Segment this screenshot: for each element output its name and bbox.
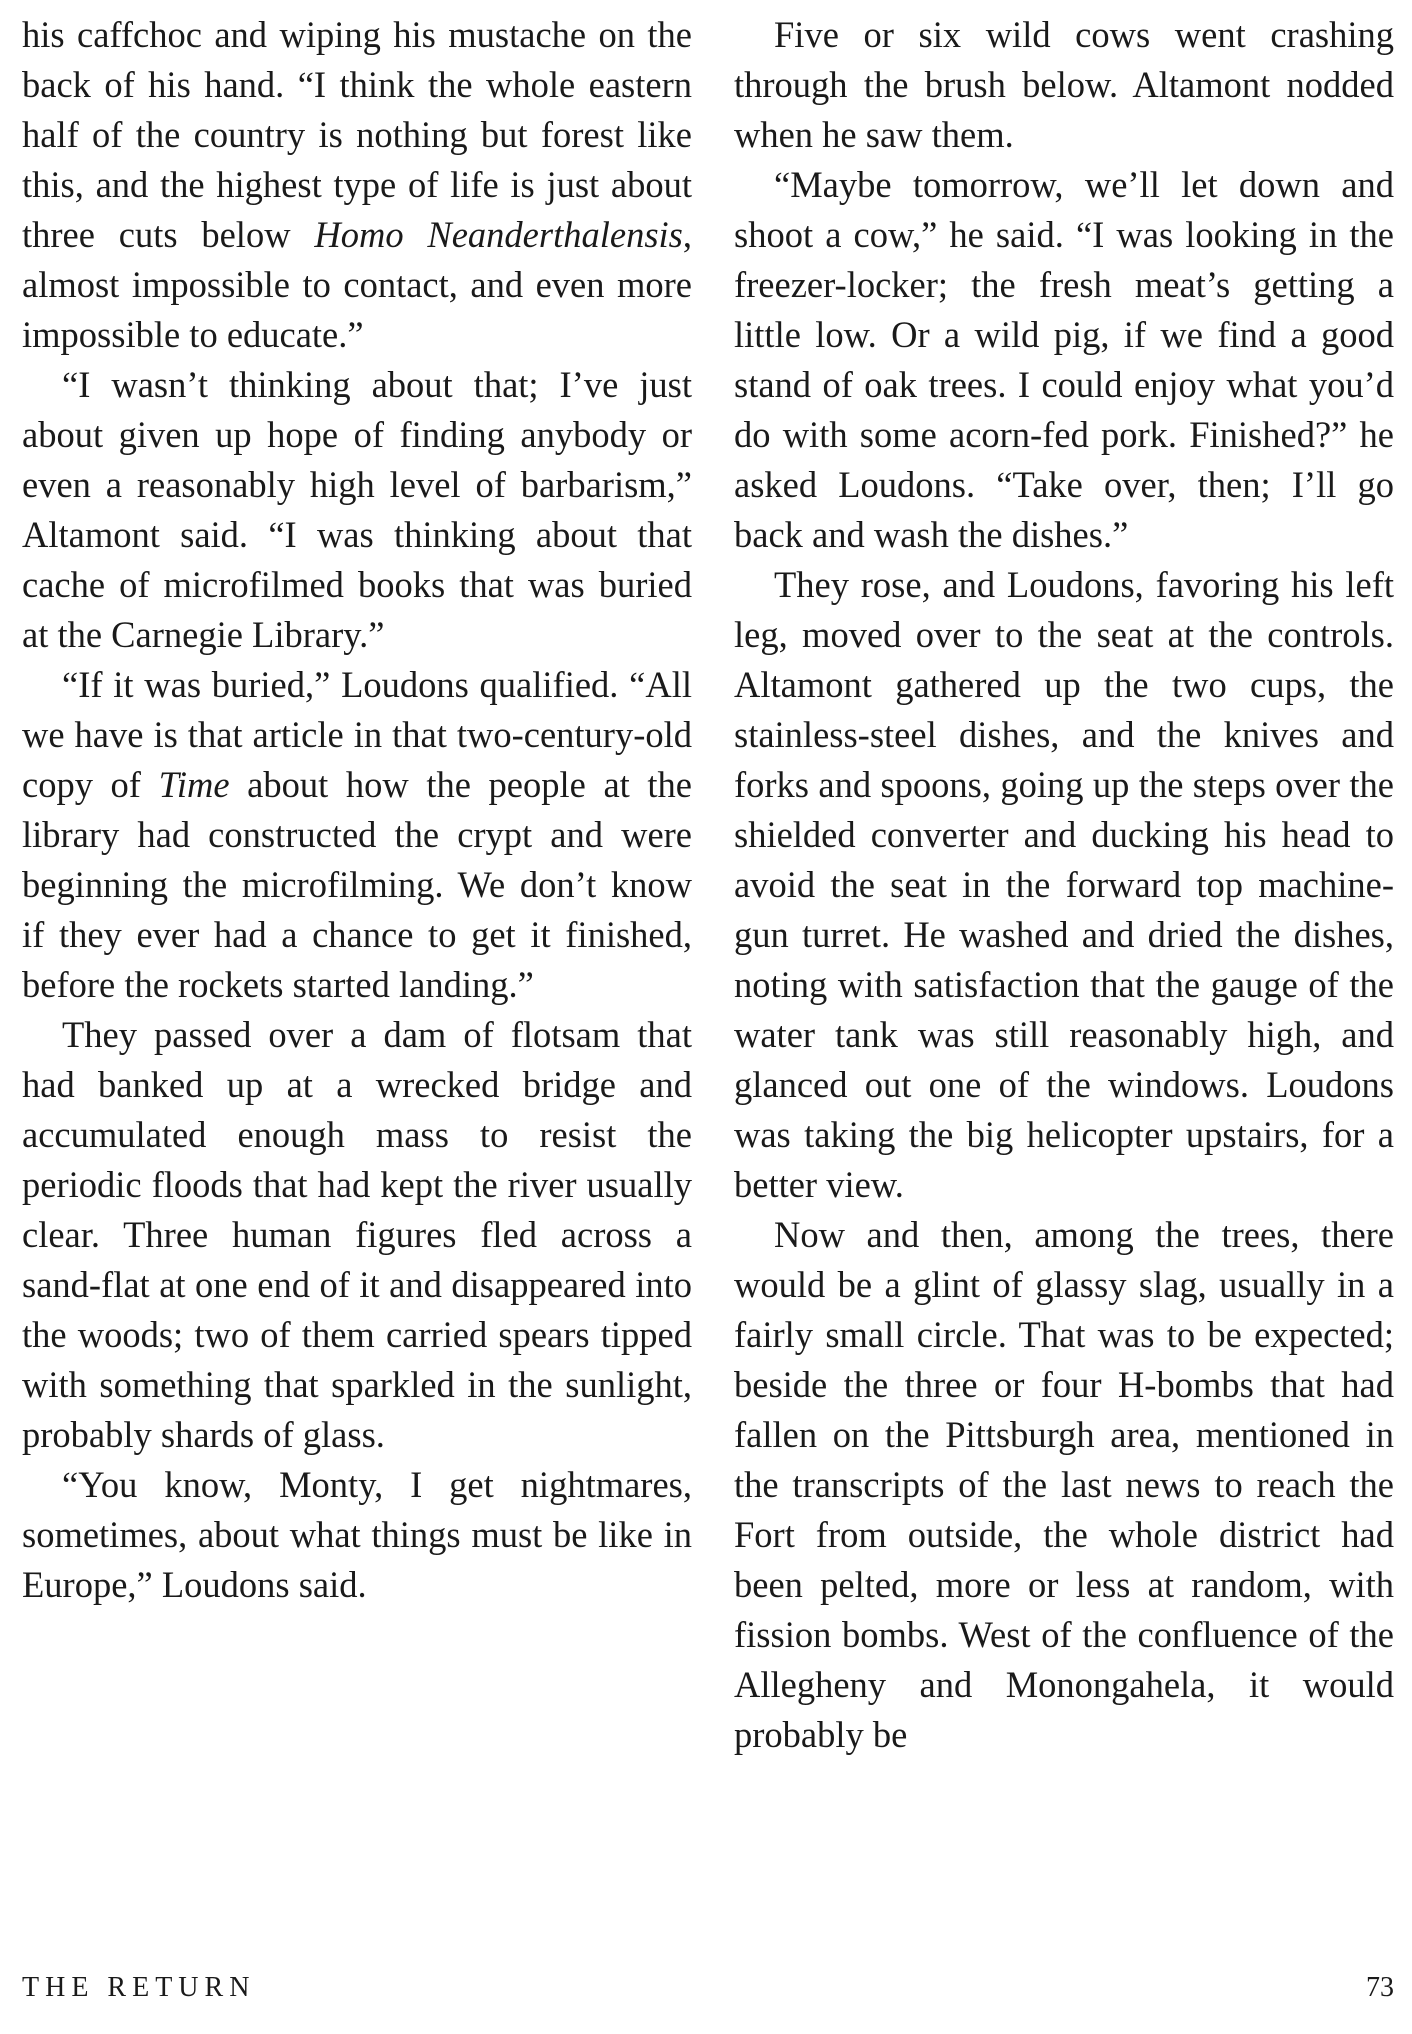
- paragraph: Now and then, among the trees, there would be a glint of glassy slag, usually in a fairly small circle. That was to be expected; beside the three or four H-bombs that had fallen on the Pittsburgh area, mentioned in the transcripts of the last news to reach the Fort from outside, the whole district had been pelted, more or less at random, with fission bombs. West of the confluence of the Allegheny and Monongahela, it would probably be: [734, 1214, 1394, 1755]
- paragraph-text: “If it was buried,” Loudons qualified. “All we have is that article in that two-century-old copy of: [22, 664, 692, 805]
- page-number: 73: [1366, 1972, 1394, 2003]
- page-footer: [22, 1972, 1394, 2012]
- paragraph: “Maybe tomorrow, we’ll let down and shoot a cow,” he said. “I was looking in the freezer-locker; the fresh meat’s getting a little low. Or a wild pig, if we find a good stand of oak trees. I could enjoy what you’d do with some acorn-fed pork. Finished?” he asked Loudons. “Take over, then; I’ll go back and wash the dishes.”: [734, 164, 1394, 555]
- paragraph: “I wasn’t thinking about that; I’ve just about given up hope of finding anybody or even a reasonably high level of barbarism,” Altamont said. “I was thinking about that cache of microfilmed books that was buried at the Carnegie Library.”: [22, 364, 692, 655]
- paragraph: They rose, and Loudons, favoring his left leg, moved over to the seat at the controls. Altamont gathered up the two cups, the stainless-steel dishes, and the knives and forks and spoons, going up the steps over the shielded converter and ducking his head to avoid the seat in the forward top machine-gun turret. He washed and dried the dishes, noting with satisfaction that the gauge of the water tank was still reasonably high, and glanced out one of the windows. Loudons was taking the big helicopter upstairs, for a better view.: [734, 564, 1394, 1205]
- paragraph: They passed over a dam of flotsam that had banked up at a wrecked bridge and accumulated enough mass to resist the periodic floods that had kept the river usually clear. Three human figures fled across a sand-flat at one end of it and disappeared into the woods; two of them carried spears tipped with something that sparkled in the sunlight, probably shards of glass.: [22, 1014, 692, 1455]
- paragraph-text: about how the people at the library had constructed the crypt and were beginning the microfilming. We don’t know if they ever had a chance to get it finished, before the rockets started landing.”: [22, 764, 692, 1005]
- paragraph: Five or six wild cows went crashing through the brush below. Altamont nodded when he saw them.: [734, 14, 1394, 155]
- left-column: [22, 10, 692, 1610]
- paragraph-text: , almost impossible to contact, and even more impossible to educate.”: [22, 214, 692, 355]
- italic-title: Time: [158, 764, 230, 805]
- running-head: THE RETURN: [22, 1972, 256, 2003]
- paragraph: “You know, Monty, I get nightmares, sometimes, about what things must be like in Europe,” Loudons said.: [22, 1464, 692, 1605]
- paragraph-text: his caffchoc and wiping his mustache on the back of his hand. “I think the whole eastern half of the country is nothing but forest like this, and the highest type of life is just about three cuts below: [22, 14, 692, 255]
- paragraph: [22, 660, 692, 1010]
- paragraph: [22, 10, 692, 360]
- italic-term: Homo Neanderthalensis: [314, 214, 683, 255]
- right-column: [734, 10, 1394, 1760]
